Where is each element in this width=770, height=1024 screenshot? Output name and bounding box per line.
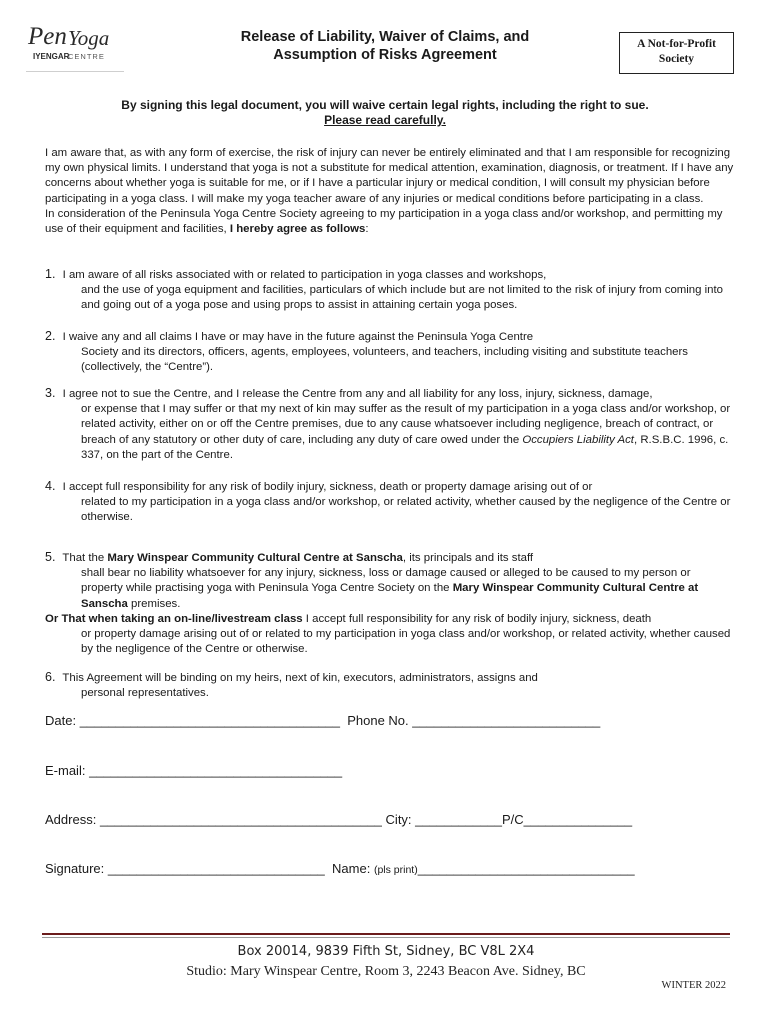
clause-first-line: I agree not to sue the Centre, and I release the Centre from any and all liability for any loss, injury, sickness, damage,: [62, 388, 653, 400]
npo-line-1: A Not-for-Profit: [637, 38, 716, 50]
title-line-1: Release of Liability, Waiver of Claims, and: [240, 29, 530, 45]
intro-paragraph-1: I am aware that, as with any form of exercise, the risk of injury can never be entirely eliminated and that I am responsible for recognizing my own physical limits. I understand that yoga is not a substitute for medical attention, examination, diagnosis, or treatment. If I have any concerns about whether yoga is suitable for me, or if I have a particular injury or medical condition, I will consult my physician before participating in a yoga class. I will make my yoga teacher aware of any injuries or medical conditions before participating in a class.: [45, 147, 734, 205]
intro-paragraphs: [45, 146, 735, 237]
clause-first-line: I am aware of all risks associated with or related to participation in yoga classes and workshops,: [62, 269, 547, 281]
clause-number: 6.: [45, 670, 56, 684]
date-label: Date:: [45, 713, 77, 728]
warning-line-1: By signing this legal document, you will waive certain legal rights, including the right to sue.: [121, 98, 649, 112]
signature-label: Signature:: [45, 861, 105, 876]
clause-5-text-end: , its principals and its staff: [402, 552, 534, 564]
logo-pen: Pen: [28, 23, 67, 50]
footer-divider-thin: [42, 937, 730, 938]
date-phone-row: [45, 713, 600, 729]
logo-centre: CENTRE: [68, 52, 105, 61]
legal-warning: [40, 98, 730, 128]
address-field[interactable]: _______________________________________: [99, 812, 382, 827]
intro-p2-end: :: [365, 223, 369, 236]
name-label: Name:: [332, 861, 371, 876]
logo-iyengar: IYENGAR: [33, 52, 70, 61]
clause-number: 3.: [45, 386, 56, 400]
clause-continuation: or property damage arising out of or related to my participation in yoga class and/or workshop, or related activity, whether caused by the negligence of the Centre or otherwise.: [81, 628, 731, 656]
clause-continuation: [45, 402, 735, 463]
email-field[interactable]: ___________________________________: [89, 763, 343, 778]
clause-5-cont-end: premises.: [127, 597, 181, 610]
clause-first-line: I accept full responsibility for any risk of bodily injury, sickness, death or property damage arising out of or: [62, 481, 593, 493]
title-line-2: Assumption of Risks Agreement: [273, 47, 497, 63]
clause-continuation: [45, 566, 735, 612]
clause-continuation: personal representatives.: [81, 687, 209, 700]
logo-yoga: Yoga: [68, 26, 110, 50]
city-label: City:: [385, 812, 412, 827]
phone-label: Phone No.: [347, 713, 409, 728]
intro-paragraph-2: [45, 207, 735, 237]
clause-continuation: related to my participation in a yoga class and/or workshop, or related activity, whether caused by the negligence of the Centre or otherwise.: [81, 496, 731, 524]
clause-number: 1.: [45, 267, 56, 281]
warning-line-2: Please read carefully.: [324, 113, 446, 127]
clause-5-cont-venue: Mary Winspear Community Cultural Centre at Sanscha: [81, 582, 699, 610]
email-row: [45, 763, 342, 779]
phone-field[interactable]: __________________________: [412, 713, 601, 728]
signature-field[interactable]: ______________________________: [107, 861, 325, 876]
not-for-profit-box: [619, 32, 734, 74]
clause-5-online-option: [45, 612, 735, 627]
logo-graphic: [26, 18, 126, 70]
clause-first-line: This Agreement will be binding on my heirs, next of kin, executors, administrators, assigns and: [62, 672, 538, 684]
clause-6: [45, 670, 735, 701]
clause-number: 2.: [45, 329, 56, 343]
document-title: [200, 28, 570, 64]
footer-studio-address: Studio: Mary Winspear Centre, Room 3, 2243 Beacon Ave. Sidney, BC: [186, 964, 586, 979]
city-field[interactable]: ____________: [415, 812, 502, 827]
clause-1: [45, 267, 735, 314]
intro-p2-text: In consideration of the Peninsula Yoga Centre Society agreeing to my participation in a yoga class and/or workshop, and permitting my use of their equipment and facilities,: [45, 207, 723, 236]
intro-p2-bold: I hereby agree as follows: [229, 223, 366, 236]
penyoga-logo: [26, 18, 126, 70]
document-edition: WINTER 2022: [661, 980, 726, 991]
clause-3-text: or expense that I may suffer or that my next of kin may suffer as the result of my participation in a yoga class and/or workshop, or related activity, either on or off the Centre premises, due to any cause whatsoever including negligence, breach of contract, or breach of any statutory or other duty of care, including any duty of care owed under the: [81, 403, 731, 446]
address-row: [45, 812, 632, 828]
logo-divider: [26, 71, 124, 72]
clause-3: [45, 386, 735, 463]
clause-5-venue: Mary Winspear Community Cultural Centre at Sanscha: [107, 552, 403, 564]
clause-5-online-text: I accept full responsibility for any risk of bodily injury, sickness, death: [302, 612, 652, 625]
email-label: E-mail:: [45, 763, 86, 778]
clause-3-text-end: , R.S.B.C. 1996, c. 337, on the part of the Centre.: [81, 433, 729, 461]
postal-code-label: P/C: [501, 812, 524, 827]
clause-number: 5.: [45, 550, 56, 564]
name-hint: (pls print): [373, 864, 418, 876]
signature-row: [45, 861, 635, 878]
footer-divider: [42, 933, 730, 935]
clause-2: [45, 329, 735, 376]
clause-continuation: and the use of yoga equipment and facilities, particulars of which include but are not limited to the risk of injury from coming into and going out of a yoga pose and using props to assist in attaining certain yoga poses.: [81, 284, 724, 312]
npo-line-2: Society: [658, 53, 695, 65]
date-field[interactable]: ____________________________________: [79, 713, 340, 728]
clause-5: [45, 550, 735, 657]
clause-5-text: That the: [62, 552, 108, 564]
clause-5-cont-text: shall bear no liability whatsoever for any injury, sickness, loss or damage caused or alleged to be caused to my person or property while practising yoga with Peninsula Yoga Centre Society on the: [81, 567, 691, 595]
address-label: Address:: [45, 812, 97, 827]
clause-number: 4.: [45, 479, 56, 493]
clause-continuation: Society and its directors, officers, agents, employees, volunteers, and teachers, including visiting and substitute teachers (collectively, the “Centre”).: [81, 346, 688, 374]
footer-mailing-address: Box 20014, 9839 Fifth St, Sidney, BC V8L 2X4: [237, 944, 535, 959]
clause-4: [45, 479, 735, 526]
postal-code-field[interactable]: _______________: [523, 812, 633, 827]
clause-3-act-name: Occupiers Liability Act: [522, 433, 634, 446]
name-field[interactable]: ______________________________: [417, 861, 635, 876]
clause-5-online-bold: Or That when taking an on-line/livestream class: [45, 612, 303, 625]
clause-first-line: I waive any and all claims I have or may have in the future against the Peninsula Yoga Centre: [62, 331, 534, 343]
